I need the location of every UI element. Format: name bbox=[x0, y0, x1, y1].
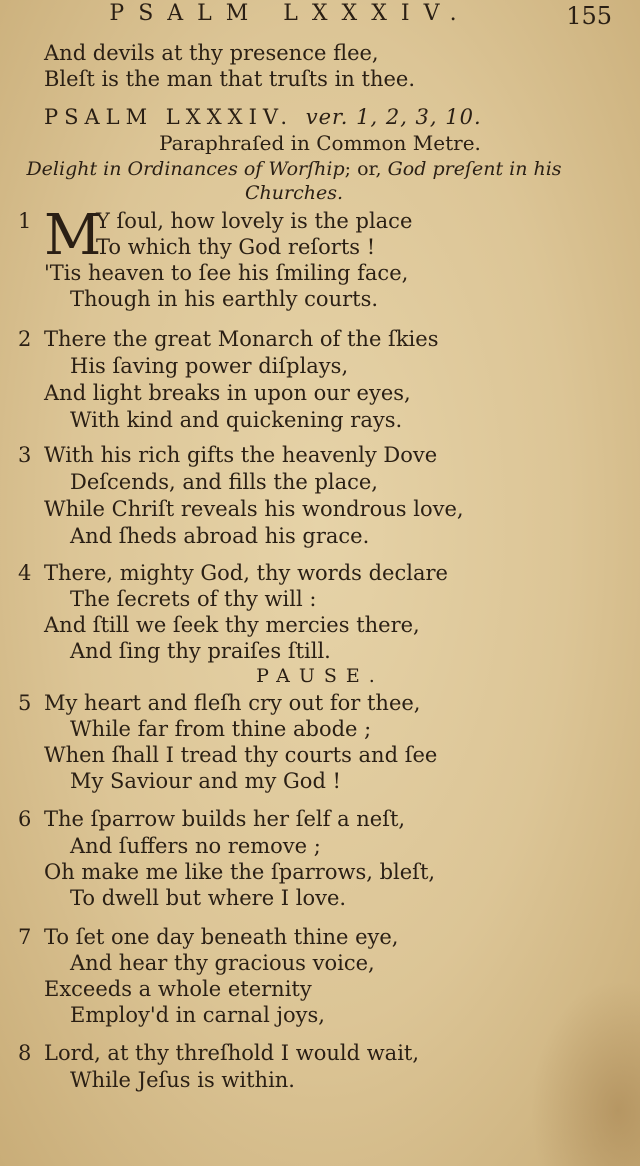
stanza-number: 3 bbox=[18, 443, 32, 467]
occasion-part-a: Delight in Ordinances of Worſhip bbox=[26, 158, 345, 180]
psalm-occasion bbox=[14, 157, 574, 205]
stanza-line: To ſet one day beneath thine eye, bbox=[44, 925, 399, 949]
stanza-line: My heart and fleſh cry out for thee, bbox=[44, 691, 421, 715]
stanza-line: There the great Monarch of the ſkies bbox=[44, 327, 439, 351]
stanza-line: His ſaving power diſplays, bbox=[70, 354, 349, 378]
carryover-line: Bleſt is the man that truſts in thee. bbox=[44, 67, 416, 91]
stanza-line: Employ'd in carnal joys, bbox=[70, 1003, 325, 1027]
carryover-verse bbox=[44, 40, 415, 92]
stanza-number: 2 bbox=[18, 327, 32, 351]
stanza-line: To which thy God reſorts ! bbox=[96, 235, 376, 259]
stanza-line: Deſcends, and fills the place, bbox=[70, 470, 378, 494]
psalm-title-text: PSALM LXXXIV. bbox=[44, 105, 294, 129]
stanza-number: 6 bbox=[18, 807, 32, 831]
stanza-number: 4 bbox=[18, 561, 32, 585]
stanza-line: While far from thine abode ; bbox=[70, 717, 372, 741]
stanza-line: The ſecrets of thy will : bbox=[70, 587, 317, 611]
stanza-line: To dwell but where I love. bbox=[70, 886, 347, 910]
stanza-line: Lord, at thy threſhold I would wait, bbox=[44, 1041, 420, 1065]
stanza-line: And ſing thy praiſes ſtill. bbox=[70, 639, 331, 663]
stanza-line: Oh make me like the ſparrows, bleſt, bbox=[44, 860, 436, 884]
stanza-line: When ſhall I tread thy courts and ſee bbox=[44, 743, 438, 767]
pause-marker: PAUSE. bbox=[256, 665, 384, 687]
carryover-line: And devils at thy presence flee, bbox=[44, 41, 379, 65]
stanza-line: There, mighty God, thy words declare bbox=[44, 561, 448, 585]
occasion-separator: ; or, bbox=[344, 158, 382, 180]
page-number: 155 bbox=[566, 2, 612, 30]
stanza-line: The ſparrow builds her ſelf a neſt, bbox=[44, 807, 406, 831]
stanza-number: 7 bbox=[18, 925, 32, 949]
stanza-number: 1 bbox=[18, 209, 32, 233]
running-head: PSALM LXXXIV. bbox=[109, 1, 471, 26]
stanza-line: And light breaks in upon our eyes, bbox=[44, 381, 411, 405]
stanza-line: And ſheds abroad his grace. bbox=[70, 524, 370, 548]
stanza-line: With kind and quickening rays. bbox=[70, 408, 403, 432]
stanza-line: With his rich gifts the heavenly Dove bbox=[44, 443, 438, 467]
psalm-title bbox=[44, 104, 604, 130]
stanza-line: And hear thy gracious voice, bbox=[70, 951, 375, 975]
stanza-line: And ſtill we ſeek thy mercies there, bbox=[44, 613, 420, 637]
psalm-verses: ver. 1, 2, 3, 10. bbox=[305, 105, 482, 129]
drop-cap: M bbox=[44, 203, 102, 268]
stanza-line: And ſuffers no remove ; bbox=[70, 834, 321, 858]
paper-stain bbox=[530, 980, 640, 1166]
stanza-line: Exceeds a whole eternity bbox=[44, 977, 312, 1001]
stanza-number: 5 bbox=[18, 691, 32, 715]
stanza-line: My Saviour and my God ! bbox=[70, 769, 342, 793]
stanza-line: While Chriſt reveals his wondrous love, bbox=[44, 497, 464, 521]
stanza-line: 'Tis heaven to ſee his ſmiling face, bbox=[44, 261, 409, 285]
psalm-subtitle: Paraphraſed in Common Metre. bbox=[159, 131, 481, 155]
stanza-number: 8 bbox=[18, 1041, 32, 1065]
stanza-line: Y ſoul, how lovely is the place bbox=[96, 209, 413, 233]
stanza-line: While Jeſus is within. bbox=[70, 1068, 295, 1092]
occasion-part-b: God preſent in his Churches. bbox=[244, 158, 562, 204]
stanza-line: Though in his earthly courts. bbox=[70, 287, 379, 311]
